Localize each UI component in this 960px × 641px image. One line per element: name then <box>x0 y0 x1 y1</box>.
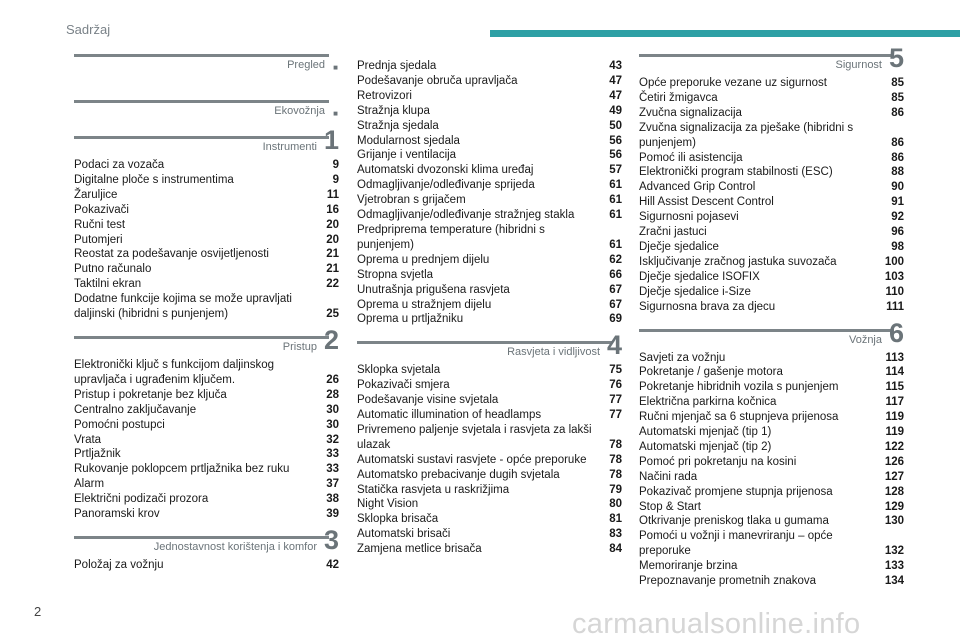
toc-entry[interactable] <box>357 223 622 253</box>
toc-entry[interactable] <box>639 514 904 529</box>
toc-entry-page-number: 113 <box>885 351 904 364</box>
toc-entry[interactable] <box>357 393 622 408</box>
toc-entry-label: Položaj za vožnju <box>74 558 164 571</box>
toc-entry-label: Stropna svjetla <box>357 268 434 281</box>
section-number: 1 <box>323 125 339 155</box>
entry-list <box>357 59 622 327</box>
toc-entry-label: Četiri žmigavca <box>639 91 718 104</box>
toc-entry-page-number: 96 <box>891 226 904 239</box>
toc-entry-label: Žaruljice <box>74 188 118 201</box>
toc-entry-page-number: 61 <box>609 209 622 222</box>
section-title[interactable]: Pristup <box>282 340 317 353</box>
toc-section-voznja <box>639 317 904 590</box>
toc-entry-page-number: 22 <box>326 278 339 291</box>
toc-entry-page-number: 61 <box>609 194 622 207</box>
toc-entry[interactable] <box>639 195 904 210</box>
toc-entry-page-number: 49 <box>609 104 622 117</box>
section-title[interactable]: Vožnja <box>848 333 882 346</box>
toc-entry[interactable] <box>639 285 904 300</box>
toc-entry-label: Oprema u stražnjem dijelu <box>357 298 492 311</box>
toc-entry-label: Automatski brisači <box>357 528 451 541</box>
toc-entry-page-number: 37 <box>326 478 339 491</box>
toc-entry-label: Zračni jastuci <box>639 226 707 239</box>
section-number: 3 <box>323 524 339 555</box>
toc-entry-label: Putno računalo <box>74 263 152 276</box>
entry-list <box>639 76 904 315</box>
toc-entry[interactable] <box>639 351 904 366</box>
toc-entry-page-number: 21 <box>326 263 339 276</box>
toc-entry-label: Stražnja sjedala <box>357 119 439 132</box>
toc-entry-label: Isključivanje zračnog jastuka suvozača <box>639 255 837 268</box>
toc-entry-label: Ručni mjenjač sa 6 stupnjeva prijenosa <box>639 411 839 424</box>
toc-section-pristup <box>74 324 339 522</box>
toc-entry-label: Prtljažnik <box>74 448 121 461</box>
toc-entry[interactable] <box>639 365 904 380</box>
toc-entry-page-number: 47 <box>609 74 622 87</box>
toc-entry-page-number: 129 <box>884 500 904 513</box>
toc-entry[interactable] <box>357 483 622 498</box>
toc-entry[interactable] <box>639 255 904 270</box>
toc-entry-page-number: 56 <box>609 149 622 162</box>
toc-entry-page-number: 57 <box>609 164 622 177</box>
toc-entry-page-number: 28 <box>326 388 339 401</box>
toc-entry-label: Pokretanje hibridnih vozila s punjenjem <box>639 381 839 394</box>
toc-entry-page-number: 39 <box>326 508 339 521</box>
toc-entry-label: Night Vision <box>357 498 419 511</box>
toc-entry[interactable] <box>357 134 622 149</box>
toc-entry-label: Sklopka svjetala <box>357 364 441 377</box>
toc-entry-label: Oprema u prednjem dijelu <box>357 253 490 266</box>
toc-entry-page-number: 122 <box>884 440 904 453</box>
toc-entry-page-number: 33 <box>326 448 339 461</box>
toc-entry[interactable] <box>357 408 622 423</box>
toc-column-2 <box>357 59 622 557</box>
toc-entry-label: Podešavanje obruča upravljača <box>357 74 518 87</box>
toc-entry[interactable] <box>357 298 622 313</box>
toc-entry-page-number: 77 <box>609 409 622 422</box>
toc-entry[interactable] <box>357 104 622 119</box>
toc-entry[interactable] <box>74 173 339 188</box>
toc-entry[interactable] <box>357 193 622 208</box>
toc-entry[interactable] <box>74 358 339 388</box>
toc-entry[interactable] <box>639 180 904 195</box>
toc-entry-label: Zvučna signalizacija za pješake (hibridni s punjenjem) <box>639 121 854 149</box>
toc-entry-label: Advanced Grip Control <box>639 181 756 194</box>
toc-entry-page-number: 115 <box>885 381 904 394</box>
toc-entry-label: Odmagljivanje/odleđivanje sprijeda <box>357 179 535 192</box>
toc-entry-label: Pokretanje / gašenje motora <box>639 366 783 379</box>
toc-entry[interactable] <box>357 74 622 89</box>
section-header <box>639 43 904 76</box>
toc-entry[interactable] <box>74 403 339 418</box>
toc-entry-page-number: 11 <box>326 188 339 201</box>
toc-entry-label: Automatsko prebacivanje dugih svjetala <box>357 468 560 481</box>
toc-entry-page-number: 42 <box>326 558 339 571</box>
toc-entry[interactable] <box>74 507 339 522</box>
toc-entry[interactable] <box>357 89 622 104</box>
toc-entry-page-number: 69 <box>609 313 622 326</box>
toc-entry-page-number: 132 <box>884 545 904 558</box>
section-number: 4 <box>606 330 622 361</box>
toc-entry[interactable] <box>357 512 622 527</box>
toc-entry-label: Automatski mjenjač (tip 1) <box>639 426 772 439</box>
toc-entry-label: Retrovizori <box>357 89 412 102</box>
toc-entry-page-number: 32 <box>326 433 339 446</box>
toc-entry-page-number: 30 <box>326 403 339 416</box>
toc-entry-label: Pokazivač promjene stupnja prijenosa <box>639 485 833 498</box>
toc-section-komfor-continued <box>357 59 622 327</box>
toc-entry-label: Elektronički program stabilnosti (ESC) <box>639 166 833 179</box>
toc-entry-label: Predpriprema temperature (hibridni s punjenjem) <box>357 223 545 251</box>
section-title[interactable]: Pregled <box>287 59 325 71</box>
toc-entry-label: Pokazivači smjera <box>357 379 450 392</box>
toc-entry-label: Podaci za vozača <box>74 159 165 171</box>
toc-entry-page-number: 56 <box>609 134 622 147</box>
toc-entry-page-number: 66 <box>609 268 622 281</box>
section-number: 6 <box>888 317 904 348</box>
toc-entry[interactable] <box>74 477 339 492</box>
toc-entry[interactable] <box>74 262 339 277</box>
toc-entry[interactable] <box>74 462 339 477</box>
toc-entry[interactable] <box>357 468 622 483</box>
toc-entry-label: Električni podizači prozora <box>74 493 209 506</box>
toc-entry-label: Električna parkirna kočnica <box>639 396 777 409</box>
toc-entry[interactable] <box>74 447 339 462</box>
toc-entry-page-number: 38 <box>326 493 339 506</box>
toc-entry[interactable] <box>639 380 904 395</box>
toc-entry-page-number: 128 <box>884 485 904 498</box>
toc-entry-label: Taktilni ekran <box>74 278 142 291</box>
toc-entry[interactable] <box>357 312 622 327</box>
toc-entry-label: Privremeno paljenje svjetala i rasvjeta za lakši ulazak <box>357 423 592 451</box>
toc-entry-page-number: 130 <box>884 515 904 528</box>
toc-entry-page-number: 78 <box>609 468 622 481</box>
header-accent-bar <box>490 30 960 37</box>
toc-entry[interactable] <box>639 300 904 315</box>
toc-entry[interactable] <box>639 559 904 574</box>
toc-entry[interactable] <box>357 423 622 453</box>
toc-entry[interactable] <box>74 433 339 448</box>
entry-list <box>74 158 339 322</box>
toc-entry-page-number: 67 <box>609 298 622 311</box>
toc-entry-page-number: 76 <box>609 379 622 392</box>
toc-entry-page-number: 30 <box>326 418 339 431</box>
toc-section-sigurnost <box>639 43 904 315</box>
toc-entry[interactable] <box>639 485 904 500</box>
toc-entry-page-number: 21 <box>326 248 339 261</box>
toc-entry-label: Automatic illumination of headlamps <box>357 409 542 422</box>
header-title: Sadržaj <box>66 22 111 37</box>
toc-entry-label: Vrata <box>74 433 102 446</box>
toc-entry-label: Automatski dvozonski klima uređaj <box>357 164 534 177</box>
section-header <box>74 57 339 76</box>
page-number: 2 <box>34 604 42 619</box>
toc-entry[interactable] <box>74 233 339 248</box>
toc-entry[interactable] <box>74 558 339 573</box>
toc-entry[interactable] <box>357 253 622 268</box>
toc-entry-page-number: 78 <box>609 453 622 466</box>
section-number: 2 <box>323 324 339 355</box>
toc-entry-page-number: 9 <box>332 173 339 186</box>
toc-entry-label: Digitalne ploče s instrumentima <box>74 173 234 186</box>
toc-entry-page-number: 133 <box>884 560 904 573</box>
toc-entry-page-number: 81 <box>609 513 622 526</box>
toc-entry-page-number: 103 <box>884 270 904 283</box>
toc-entry[interactable] <box>74 388 339 403</box>
toc-entry-label: Prednja sjedala <box>357 60 437 72</box>
toc-section-rasvjeta <box>357 330 622 557</box>
toc-entry-page-number: 110 <box>885 285 904 298</box>
toc-entry[interactable] <box>74 218 339 233</box>
toc-entry-page-number: 20 <box>326 218 339 231</box>
toc-entry[interactable] <box>639 500 904 515</box>
toc-entry[interactable] <box>357 208 622 223</box>
toc-entry[interactable] <box>74 158 339 173</box>
toc-entry-page-number: 114 <box>885 366 904 379</box>
toc-entry[interactable] <box>357 178 622 193</box>
toc-entry-page-number: 86 <box>891 136 904 149</box>
toc-entry-label: Opće preporuke vezane uz sigurnost <box>639 77 827 89</box>
toc-entry-label: Automatski mjenjač (tip 2) <box>639 440 772 453</box>
section-header <box>639 317 904 351</box>
toc-entry-label: Dječje sjedalice ISOFIX <box>639 270 760 283</box>
toc-entry-label: Putomjeri <box>74 233 123 246</box>
toc-entry-page-number: 92 <box>891 211 904 224</box>
toc-entry-label: Rukovanje poklopcem prtljažnika bez ruku <box>74 463 290 476</box>
toc-entry-page-number: 62 <box>609 253 622 266</box>
toc-entry-page-number: 117 <box>885 396 904 409</box>
toc-entry-label: Pristup i pokretanje bez ključa <box>74 388 227 401</box>
toc-entry-label: Grijanje i ventilacija <box>357 149 457 162</box>
toc-entry[interactable] <box>639 165 904 180</box>
toc-entry-label: Zamjena metlice brisača <box>357 543 482 556</box>
toc-column-1 <box>74 54 339 573</box>
toc-entry-label: Vjetrobran s grijačem <box>357 194 466 207</box>
toc-entry-label: Reostat za podešavanje osvijetljenosti <box>74 248 269 261</box>
toc-entry-page-number: 16 <box>326 203 339 216</box>
toc-entry-page-number: 86 <box>891 106 904 119</box>
toc-entry-label: Načini rada <box>639 470 698 483</box>
section-title[interactable]: Rasvjeta i vidljivost <box>507 346 600 359</box>
toc-entry-label: Pomoćni postupci <box>74 418 165 431</box>
toc-entry[interactable] <box>639 395 904 410</box>
section-header <box>74 324 339 358</box>
toc-entry-page-number: 134 <box>884 575 904 588</box>
toc-entry[interactable] <box>639 106 904 121</box>
toc-entry-label: Automatski sustavi rasvjete - opće preporuke <box>357 453 587 466</box>
toc-entry-page-number: 111 <box>886 300 904 313</box>
section-header <box>74 524 339 558</box>
toc-entry-page-number: 20 <box>326 233 339 246</box>
toc-entry-label: Sklopka brisača <box>357 513 439 526</box>
toc-entry-label: Memoriranje brzina <box>639 560 738 573</box>
section-title[interactable]: Jednostavnost korištenja i komfor <box>153 540 317 553</box>
toc-entry-page-number: 75 <box>609 364 622 377</box>
toc-entry-label: Unutrašnja prigušena rasvjeta <box>357 283 510 296</box>
section-header <box>74 125 339 158</box>
toc-entry[interactable] <box>639 574 904 589</box>
toc-entry[interactable] <box>639 270 904 285</box>
toc-entry[interactable] <box>357 363 622 378</box>
section-header <box>74 103 339 122</box>
entry-list <box>74 558 339 573</box>
entry-list <box>74 358 339 522</box>
toc-entry[interactable] <box>639 121 904 151</box>
toc-entry[interactable] <box>357 378 622 393</box>
toc-entry-label: Zvučna signalizacija <box>639 106 742 119</box>
toc-entry-label: Dječje sjedalice i-Size <box>639 285 751 298</box>
toc-entry-label: Otkrivanje preniskog tlaka u gumama <box>639 515 829 528</box>
toc-entry[interactable] <box>74 292 339 322</box>
section-number: 5 <box>888 43 904 73</box>
toc-entry-page-number: 85 <box>891 91 904 104</box>
toc-entry[interactable] <box>357 268 622 283</box>
toc-entry[interactable] <box>357 542 622 557</box>
toc-entry-label: Savjeti za vožnju <box>639 351 726 364</box>
toc-entry-label: Pomoć pri pokretanju na kosini <box>639 455 797 468</box>
toc-section-komfor <box>74 524 339 573</box>
toc-entry-label: Pomoći u vožnji i manevriranju – opće preporuke <box>639 530 833 558</box>
toc-entry-page-number: 127 <box>884 470 904 483</box>
toc-entry-page-number: 86 <box>891 151 904 164</box>
toc-entry[interactable] <box>639 76 904 91</box>
toc-entry-label: Hill Assist Descent Control <box>639 196 774 209</box>
toc-entry-page-number: 79 <box>609 483 622 496</box>
toc-entry-label: Elektronički ključ s funkcijom daljinskog upravljača i ugrađenim ključem. <box>74 358 275 386</box>
toc-entry-page-number: 50 <box>609 119 622 132</box>
toc-entry[interactable] <box>357 119 622 134</box>
toc-entry-page-number: 25 <box>326 308 339 321</box>
toc-entry[interactable] <box>357 527 622 542</box>
toc-column-3 <box>639 43 904 589</box>
toc-entry-label: Ručni test <box>74 218 126 231</box>
toc-entry-label: Dječje sjedalice <box>639 240 719 253</box>
toc-entry[interactable] <box>639 470 904 485</box>
toc-entry-page-number: 78 <box>609 438 622 451</box>
toc-entry[interactable] <box>639 455 904 470</box>
toc-entry[interactable] <box>357 59 622 74</box>
toc-entry-page-number: 91 <box>891 196 904 209</box>
toc-entry-page-number: 33 <box>326 463 339 476</box>
toc-entry-label: Sigurnosni pojasevi <box>639 211 739 224</box>
section-header <box>357 330 622 363</box>
toc-entry-page-number: 119 <box>885 426 904 439</box>
toc-entry-label: Stražnja klupa <box>357 104 430 117</box>
toc-entry-label: Pomoć ili asistencija <box>639 151 743 164</box>
toc-entry[interactable] <box>357 148 622 163</box>
toc-entry[interactable] <box>639 529 904 559</box>
toc-entry[interactable] <box>74 203 339 218</box>
toc-entry-label: Sigurnosna brava za djecu <box>639 300 776 313</box>
toc-entry[interactable] <box>357 283 622 298</box>
toc-entry[interactable] <box>639 210 904 225</box>
toc-entry-page-number: 77 <box>609 394 622 407</box>
toc-entry-page-number: 100 <box>884 255 904 268</box>
toc-entry-label: Oprema u prtljažniku <box>357 313 464 326</box>
toc-entry-page-number: 61 <box>609 238 622 251</box>
square-bullet-icon: ■ <box>333 63 338 72</box>
toc-entry-page-number: 83 <box>609 528 622 541</box>
toc-entry[interactable] <box>357 453 622 468</box>
toc-entry[interactable] <box>639 410 904 425</box>
toc-entry[interactable] <box>639 440 904 455</box>
toc-entry-page-number: 67 <box>609 283 622 296</box>
section-title[interactable]: Sigurnost <box>835 59 882 71</box>
toc-entry[interactable] <box>639 425 904 440</box>
toc-entry-page-number: 26 <box>326 373 339 386</box>
toc-section-pregled <box>74 54 339 76</box>
toc-entry-page-number: 43 <box>609 60 622 72</box>
toc-entry-label: Statička rasvjeta u raskrižjima <box>357 483 510 496</box>
entry-list <box>639 351 904 590</box>
toc-entry-page-number: 9 <box>332 159 339 171</box>
toc-entry-page-number: 126 <box>884 455 904 468</box>
square-bullet-icon: ■ <box>333 109 338 118</box>
toc-entry-label: Odmagljivanje/odleđivanje stražnjeg stakla <box>357 209 575 222</box>
entry-list <box>357 363 622 557</box>
toc-entry-label: Pokazivači <box>74 203 129 216</box>
toc-entry[interactable] <box>357 497 622 512</box>
toc-section-instrumenti <box>74 125 339 322</box>
toc-entry[interactable] <box>74 188 339 203</box>
toc-entry-page-number: 88 <box>891 166 904 179</box>
toc-entry[interactable] <box>639 91 904 106</box>
toc-entry-label: Alarm <box>74 478 105 491</box>
toc-entry-page-number: 61 <box>609 179 622 192</box>
toc-entry-page-number: 80 <box>609 498 622 511</box>
toc-entry-page-number: 119 <box>885 411 904 424</box>
toc-entry[interactable] <box>74 247 339 262</box>
toc-entry-page-number: 85 <box>891 77 904 89</box>
toc-entry-page-number: 98 <box>891 240 904 253</box>
toc-entry[interactable] <box>74 277 339 292</box>
toc-entry[interactable] <box>357 163 622 178</box>
watermark: carmanualsonline.info <box>572 608 861 640</box>
toc-entry-page-number: 84 <box>609 543 622 556</box>
toc-entry-page-number: 47 <box>609 89 622 102</box>
toc-entry[interactable] <box>639 225 904 240</box>
toc-entry-label: Dodatne funkcije kojima se može upravljati daljinski (hibridni s punjenjem) <box>74 293 292 321</box>
section-title[interactable]: Ekovožnja <box>274 105 325 117</box>
toc-entry[interactable] <box>74 492 339 507</box>
toc-entry-label: Centralno zaključavanje <box>74 403 197 416</box>
toc-entry-label: Prepoznavanje prometnih znakova <box>639 575 817 588</box>
toc-entry-label: Stop & Start <box>639 500 702 513</box>
toc-entry[interactable] <box>639 151 904 166</box>
toc-entry-label: Panoramski krov <box>74 508 160 521</box>
toc-section-ekovoznja <box>74 100 339 122</box>
section-title[interactable]: Instrumenti <box>262 141 317 153</box>
toc-entry[interactable] <box>639 240 904 255</box>
toc-entry[interactable] <box>74 418 339 433</box>
toc-entry-label: Modularnost sjedala <box>357 134 460 147</box>
toc-entry-page-number: 90 <box>891 181 904 194</box>
toc-entry-label: Podešavanje visine svjetala <box>357 394 499 407</box>
